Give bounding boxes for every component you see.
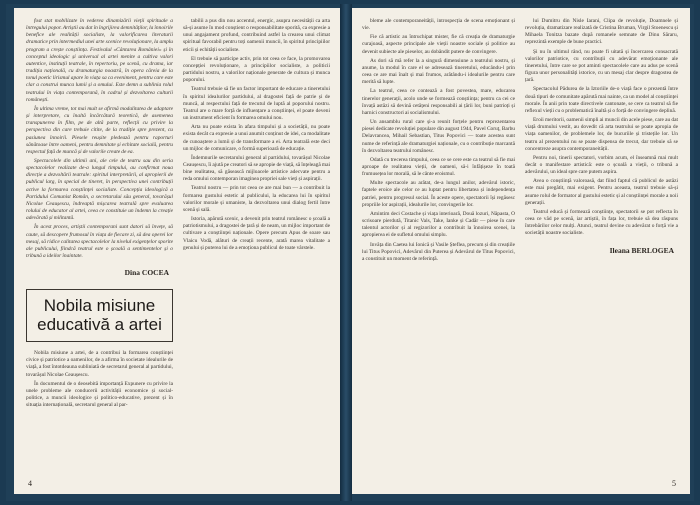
paragraph: Amintim deci Costache și viața interioară, Două lozuri, Năpasta, O scrisoare pierdută, Titanic Vals, Take, Ianke și Cadâr — piese în care talentul actorilor și al regizorilor a contribuit la înnoirea scenei, la apropierea ei de sufletul omului simplu. <box>362 210 515 239</box>
paragraph: Multe spectacole au arătat, de-a lungul anilor, adevărul istoric, faptele eroice ale celor ce au luptat pentru libertatea și independența patriei, pentru progresul social. În aceste opere, spectatorii își regăsesc propriile lor aspirații, idealurile lor, convingerile lor. <box>362 180 515 208</box>
paragraph: Nobila misiune a artei, de a contribui la formarea conștiinței civice și patriotice a oamenilor, de a afirma în societate idealurile de viață, a fost întotdeauna subliniată de secretarul general al partidului, tovarășul Nicolae Ceaușescu. <box>26 350 173 378</box>
paragraph: Fie că artistic au întruchipat mister, fie că creația de dramaturgie curajoasă, aspecte principale ale vieții noastre sociale și politice au devenit subiecte ale pieselor, au dobândit putere de convingere. <box>362 34 515 55</box>
left-column-2 <box>183 18 330 472</box>
paragraph: Avea o conștiință valoroasă, dat fiind faptul că publicul de astăzi este mai pregătit, mai exigent. Pentru aceasta, teatrul trebuie să-și asume rolul de formator al gustului estetic și al conștiinței morale a noii generații. <box>525 178 678 206</box>
paragraph: Îndemnurile secretarului general al partidului, tovarășul Nicolae Ceaușescu, îi ajută pe creatori să se apropie de viață, să înțeleagă mai bine realitatea, să găsească mijloacele artistice adecvate pentru a reda omului contemporan imaginea propriei sale vieți și aspirații. <box>183 154 330 183</box>
paragraph: Invăța din Caetea lui Ionică și Vasile Șteflea, precum și din creațiile lui Titus Popovici, Adevărul din Puterea și Adevărul de Titus Popovici, a constituit un moment de referință. <box>362 241 515 262</box>
article-title-box <box>26 289 173 342</box>
paragraph: bleme ale contemporaneității, introspecția de scena emoționant și vie. <box>362 18 515 32</box>
left-column-1 <box>26 18 173 472</box>
page-gutter <box>340 4 352 501</box>
paragraph: Teatrul nostru — prin tot ceea ce are mai bun — a contribuit la formarea gustului estetic al publicului, la educarea lui în spiritul valorilor morale și umaniste, la dezvoltarea unui dialog fertil între scenă și sală. <box>183 185 330 213</box>
paragraph: Eroii meritorii, oamenii simpli ai muncii din acele piese, care au dat viață drumului vestit, au dovedit că arta teatrului se poate apropia de viața oamenilor, de problemele lor, de bucuriile și tristețile lor. Un teatru al prezentului nu se poate dispensa de trecut, dar trebuie să se concentreze asupra contemporaneității. <box>525 117 678 152</box>
paragraph: El trebuie să participe activ, prin tot ceea ce face, la promovarea concepției revoluționare, a principiilor socialiste, a politicii partidului nostru, a valorilor naționale generate de cultura și munca poporului. <box>183 55 330 84</box>
paragraph: Spectacolele din ultimii ani, ale cele de teatru sau din seria spectacolelor realizate de-a lungul timpului, au confirmat noua direcție a dezvoltării teatrale: spiritul interpretării, al apropierii de publicul larg, în special de tineret, în perspectiva unei contribuții active la formarea conștiinței socialiste. Concepția ideologică a Partidului Comunist Român, a secretarului său general, tovarășul Nicolae Ceaușescu, îndreaptă mișcarea teatrală spre evaluarea rolului de educator al artei, ceea ce constituie un îndemn la creație adevărată și militantă. <box>26 157 173 222</box>
paragraph: Odată cu trecerea timpului, ceea ce se cere este ca teatrul să fie mai aproape de realitatea vieții, de oameni, să-i înfățișeze în toată frumusețea lor morală, să le cânte eroismul. <box>362 156 515 178</box>
page-number: 5 <box>672 479 676 488</box>
paragraph: Istoria, apărută scenic, a devenit prin teatrul românesc o școală a patriotismului, a dragostei de țară și de neam, un mijloc important de cultivare a conștiinței naționale. Opere precum Apus de soare sau Vlaicu Vodă, alături de creații recente, arată marea vitalitate a genului și puterea lui de a emoționa publicul de toate vârstele. <box>183 216 330 251</box>
article-title-line-2: educativă a artei <box>37 315 162 335</box>
magazine-spread <box>6 4 694 501</box>
paragraph: lui Dumitru din Nisle Iarani, Clipa de revoluție, Doamnele și revoluția, dramatizare realizată de Cristina Bruman, Virgil Stoenescu și Mihaela Tonitza bazate după romanele semnate de Dinu Săraru, reprezintă exemple de bune practici. <box>525 18 678 46</box>
paragraph: Arta nu poate exista în afara timpului și a societății, nu poate exista decât ca expresie a unui anumit conținut de idei, ca modalitate de cunoaștere a lumii și de transformare a ei. Arta teatrală este deci un mijloc de comunicare, o formă superioară de educație. <box>183 124 330 152</box>
paragraph: Teatrul trebuie să fie un factor important de educare a tineretului în spiritul idealurilor partidului, al dragostei față de patrie și de muncă, al respectului față de trecutul de luptă al poporului nostru. Teatrul are o mare forță de influențare a conștiinței, el poate deveni un instrument eficient în formarea omului nou. <box>183 86 330 122</box>
paragraph: În acest proces, artiștii contemporani sunt datori să învețe, să caute, să descopere frumosul în viața de fiecare zi, să dea operei lor mesaj, să ridice calitatea spectacolelor la nivelul exigențelor sporite ale publicului, fiindcă teatrul este o școală a sentimentelor și o tribună a ideilor înaintate. <box>26 224 173 259</box>
page-number: 4 <box>28 479 32 488</box>
paragraph: Teatrul educă și formează conștiințe, spectatorii se pot reflecta în ceea ce văd pe scenă, iar artiștii, în fața lor, trebuie să dea răspuns întrebărilor celor mulți. Atunci, teatrul devine cu adevărat o forță vie a societății noastre socialiste. <box>525 208 678 237</box>
paragraph: În ultima vreme, tot mai mult se afirmă modalitatea de adaptare și interpretare, cu înaltă încărcătură teoretică, de asemenea transpunerea în film, pe de altă parte, reflecții cu privire la perspectiva din care trebuie citite, de la tradiție spre prezent, cu pasiunea înnoirii. Piesele reușite pledează pentru raporturi sănătoase între oameni, pentru demnitate și echitate socială, pentru respectul față de muncă și de valorile create de ea. <box>26 105 173 155</box>
right-column-1 <box>362 18 515 472</box>
author-signature: Dina COCEA <box>124 268 169 278</box>
left-page <box>14 8 340 494</box>
right-page <box>352 8 690 494</box>
right-columns <box>362 18 678 472</box>
paragraph: Și nu în ultimul rând, nu poate fi uitată și încercarea consacrată valorilor patriotice, cu contribuții cu adevărat emoționante ale tineretului, între care se pot aminti spectacolele care au adus pe scenă figura unor personalități istorice, cu un mesaj clar despre dragostea de țară. <box>525 48 678 84</box>
paragraph: tabilii a pus din nou accentul, energic, asupra necesității ca arta să-și asume în mod conștient o responsabilitate sporită, ca expresie a unui angajament profund, contribuind astfel la crearea unui climat spiritual favorabil pentru toți oamenii muncii, în spiritul principiilor eticii și echității socialiste. <box>183 18 330 53</box>
article-title-line-1: Nobila misiune <box>43 296 156 316</box>
paragraph: Un ansamblu rural care și-a reunit forțele pentru reprezentarea piesei dedicate revoluției populare din august 1944, Pavel Coruț, Barbu Delavrancea, Mihail Sebastian, Titus Popovici — toate acestea sunt nume de referință ale dramaturgiei naționale, cu o contribuție marcantă în dezvoltarea teatrului românesc. <box>362 119 515 154</box>
paragraph: Spectacolul Pădurea de la Iztoriile de-o viață face o prezentă între două tipuri de comunitate apărută mai nainte, ca un model al conștiinței morale. În anii prin toate directivele cantonate, se cere ca teatrul să fie reflexul vieții cu o problematică înaltă și o forță de convingere deplină. <box>525 86 678 114</box>
right-column-2 <box>525 18 678 472</box>
paragraph: La teatrul, ceea ce contează a fost povestea, mare, educarea tinerelor generații, acolo unde se formează conștiința; pentru ca cei ce învață astăzi să devină cetățeni responsabili ai țării lor, buni patrioți și harnici constructori ai socialismului. <box>362 88 515 116</box>
paragraph: Pentru noi, tinerii spectatori, vorbim acum, el înseamnă mai mult decât o manifestare artistică: este o școală a vieții, o tribună a adevărului, un ideal spre care putem aspira. <box>525 154 678 176</box>
left-columns <box>26 18 330 472</box>
paragraph: fost stat mobilizate în vederea dinamizării vieții spirituale a întregului popor. Artiștii au dat în îngrijirea demnităților, la înnoirile benefice ale realității socialiste, la valorificarea literaturii dramatice prin intermediul unei arte scenice revoluționare, la amplu program a crește conștiința. Festivalul «Cântarea României» și în conceptul ideologic și universal al artei menite a cultiva valori autentice, instituții teatrale, în repertoriu, pe scenă, cu drama, iar tradiția națională, cu dramaturgia noastră, în opera căreia de la tonul poetic lirismul apare în viața sa ca eveniment, pentru care este clar a construi munca lumii și a omului. Este demn a sublinia rolul teatrului în viața contemporană, în cadrul și dezvoltarea culturii românești. <box>26 18 173 103</box>
paragraph: As dori să mă refer la a singură dimensiune a teatrului nostru, și anume, la modul în care el se adresează tineretului, educându-l prin ceea ce are mai înalt și mai frumos, arătându-i idealurile pentru care merită să lupte. <box>362 57 515 86</box>
author-signature: Ileana BERLOGEA <box>609 245 674 255</box>
paragraph: În documentul de o deosebită importanță Expunere cu privire la unele probleme ale conducerii activității economice și social-politice, a muncii ideologice și politico-educative, prezent și în situația internațională, secretarul general al par- <box>26 380 173 409</box>
